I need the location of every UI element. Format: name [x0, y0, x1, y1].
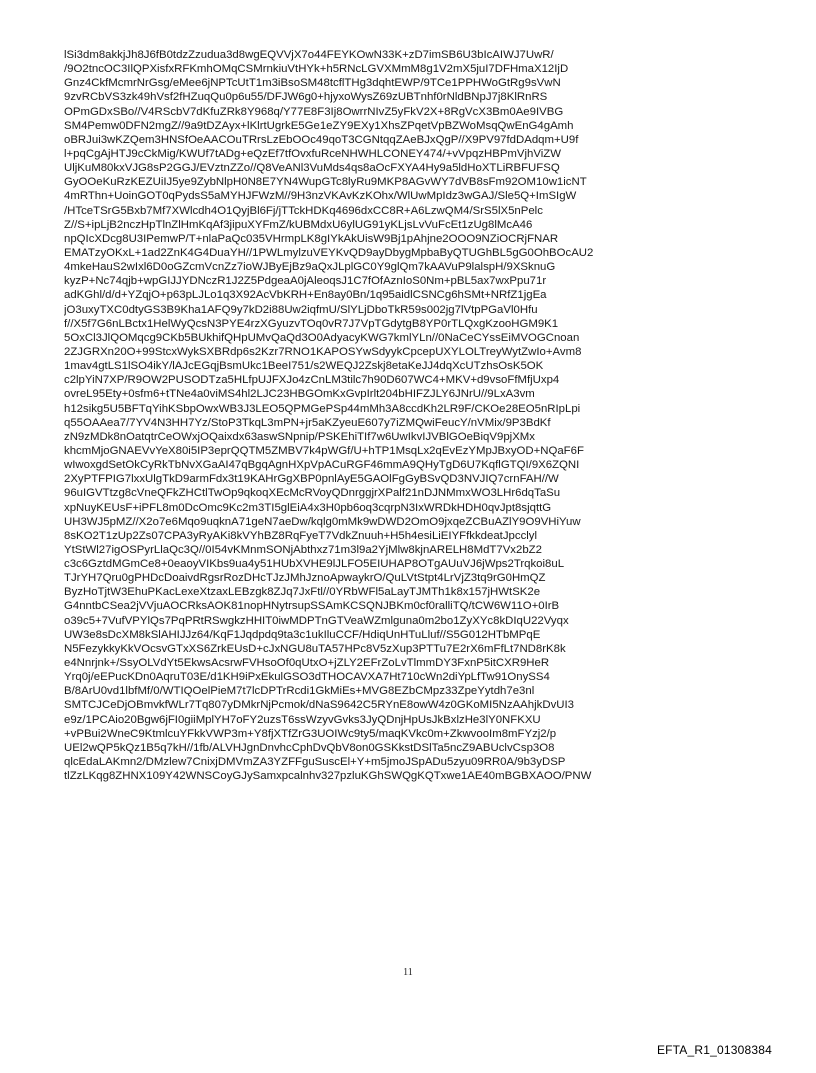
- text-line: /HTceTSrG5Bxb7Mf7XWlcdh4O1QyjBl6Fj/jTTckHDKq4696dxCC8R+A6LzwQM4/SrS5lX5nPelc: [64, 204, 543, 217]
- text-line: npQIcXDcg8U3IPemwP/T+nlaPaQc035VHrmpLK8gIYkAkUisW9Bj1pAhjne2OOO9NZiOCRjFNAR: [64, 232, 559, 245]
- page-number: 11: [403, 967, 413, 978]
- text-line: 4mRThn+UoinGOT0qPydsS5aMYHJFWzM//9H3nzVKAvKzKOhx/WlUwMpIdz3wGAJ/Sle5Q+ImSIgW: [64, 190, 577, 203]
- text-line: jO3uxyTXC0dtyGS3B9Kha1AFQ9y7kD2i88Uw2iqfmU/SlYLjDboTkR59s002jg7lVtpPGaVl0Hfu: [64, 303, 538, 316]
- text-line: kyzP+Nc74qjb+wpGIJJYDNczR1J2Z5PdgeaA0jAleoqsJ1C7fOfAznIoS0Nm+pBL5ax7wxPpu71r: [64, 275, 547, 288]
- text-line: UH3WJ5pMZ//X2o7e6Mqo9uqknA71geN7aeDw/kqlg0mMk9wDWD2OmO9jxqeZCBuAZlY9O9VHiYuw: [64, 515, 581, 528]
- text-line: Z//S+ipLjB2nczHpTlnZlHmKqAf3jipuXYFmZ/kUBMdxU6ylUG91yKLjsLvVuFcEt1zUg8lMcA46: [64, 218, 533, 231]
- text-line: f//X5f7G6nLBctx1HelWyQcsN3PYE4rzXGyuzvTOq0vR7J7VpTGdytgB8YP0rTLQxgKzooHGM9K1: [64, 317, 559, 330]
- encoded-text-block: [64, 48, 764, 783]
- text-line: 1mav4gtLS1lSO4ikY/lAJcEGqjBsmUkc1BeeI751/s2WEQJ2Zskj8etaKeJJ4dqXcUTzhsOsK5OK: [64, 360, 544, 373]
- text-line: UljKuM80kxVJG8sP2GGJ/EVztnZZo//Q8VeANl3VuMds4qs8aOcFXYA4Hy9a5ldHoXTLiRBFUFSQ: [64, 162, 560, 175]
- text-line: 2ZJGRXn20O+99StcxWykSXBRdp6s2Kzr7RNO1KAPOSYwSdyykCpcepUXYLOLTreyWytZwIo+Avm8: [64, 345, 582, 358]
- text-line: B/8ArU0vd1lbfMf/0/WTIQOelPieM7t7lcDPTrRcdi1GkMiEs+MVG8EZbCMpz33ZpeYytdh7e3nl: [64, 685, 535, 698]
- text-line: lSi3dm8akkjJh8J6fB0tdzZzudua3d8wgEQVVjX7o44FEYKOwN33K+zD7imSB6U3bIcAIWJ7UwR/: [64, 49, 554, 61]
- text-line: Gnz4CkfMcmrNrGsg/eMee6jNPTcUtT1m3iBsoSM48tcflTHg3dqhtEWP/9TCe1PPHWoGtRg9sVwN: [64, 77, 561, 90]
- text-line: UW3e8sDcXM8kSlAHIJJz64/KqF1Jqdpdq9ta3c1ukIluCCF/HdiqUnHTuLluf//S5G012HTbMPqE: [64, 628, 541, 641]
- text-line: xpNuyKEUsF+iPFL8m0DcOmc9Kc2m3TI5glEiA4x3H0pb6oq3cqrpN3IxWRDkHDH0qvJpt8sjqttG: [64, 501, 552, 514]
- text-line: OPmGDxSBo//V4RScbV7dKfuZRk8Y968q/Y77E8F3Ij8OwrrNIvZ5yFkV2X+8RgVcX3Bm0Ae9IVBG: [64, 105, 564, 118]
- text-line: 9zvRCbVS3zk49hVsf2fHZuqQu0p6u55/DFJW6g0+hjyxoWysZ69zUBTnhf0rNldBNpJ7j8KlRnRS: [64, 91, 548, 104]
- text-line: e4Nnrjnk+/SsyOLVdYt5EkwsAcsrwFVHsoOf0qUtxO+jZLY2EFrZoLvTlmmDY3FxnP5itCXR9HeR: [64, 657, 550, 670]
- text-line: 8sKO2T1zUp2Zs07CPA3yRyAKi8kVYhBZ8RqFyeT7VdkZnuuh+H5h4esiLiEIYFfkkdeatJpcclyl: [64, 529, 538, 542]
- text-line: o39c5+7VufVPYlQs7PqPRtRSwgkzHHIT0iwMDPTnGTVeaWZmlguna0m2bo1ZyXYc8kDIqU22Vyqx: [64, 614, 569, 627]
- text-line: G4nntbCSea2jVVjuAOCRksAOK81nopHNytrsupSSAmKCSQNJBKm0cf0ralliTQ/tCW6W11O+0IrB: [64, 600, 560, 613]
- text-line: c2lpYiN7XP/R9OW2PUSODTza5HLfpUJFXJo4zCnLM3tilc7h90D607WC4+MKV+d9vsoFfMfjUxp4: [64, 374, 560, 387]
- text-line: 5OxCl3JlQOMqcg9CKb5BUkhifQHpUMvQaQd3O0AdyacyKWG7kmlYLn//0NaCeCYssEiMVOGCnoan: [64, 331, 580, 344]
- text-line: qlcEdaLAKmn2/DMzlew7CnixjDMVmZA3YZFFguSuscEl+Y+m5jmoJSpADu5zyu09RR0A/9b3yDSP: [64, 756, 566, 769]
- text-line: UEl2wQP5kQz1B5q7kH//1fb/ALVHJgnDnvhcCphDvQbV8on0GSKkstDSlTa5ncZ9ABUclvCsp3O8: [64, 741, 555, 754]
- text-line: zN9zMDk8nOatqtrCeOWxjOQaixdx63aswSNpnip/PSKEhiTIf7w6UwIkvIJVBlGOeBiqV9pjXMx: [64, 430, 535, 443]
- text-line: adKGhl/d/d+YZqjO+p63pLJLo1q3X92AcVbKRH+En8ay0Bn/1q95aidlCSNCg6hSMt+NRfZ1jgEa: [64, 289, 547, 302]
- text-line: N5FezykkyKkVOcsvGTxXS6ZrkEUsD+cJxNGU8uTA57HPc8V5zXup3PTTu7E2rX6mFfLt7ND8rK8k: [64, 642, 566, 655]
- text-line: /9O2tncOC3IlQPXisfxRFKmhOMqCSMrnkiuVtHYk+h5RNcLGVXMmM8g1V2mX5juI7DFHmaX12IjD: [64, 63, 569, 76]
- text-line: c3c6GztdMGmCe8+0eaoyVIKbs9ua4y51HUbXVHE9lJLFO5EIUHAP8OTgAUuVJ6jWps2Trqkoi8uL: [64, 558, 565, 571]
- text-line: 4mkeHauS2wIxl6D0oGZcmVcnZz7ioWJByEjBz9aQxJLplGC0Y9glQm7kAAVuP9lalspH/9XSknuG: [64, 261, 556, 274]
- text-line: oBRJui3wKZQem3HNSfOeAACOuTRrsLzEbOOc49qoT3CGNtqqZAeBJxQgP//X9PV97fdDAdqm+U9f: [64, 133, 579, 146]
- text-line: +vPBui2WneC9KtmlcuYFkkVWP3m+Y8fjXTfZrG3UOIWc9ty5/maqKVkc0m+ZkwvooIm8mFYzj2/p: [64, 727, 557, 740]
- text-line: Yrq0j/eEPucKDn0AqruT03E/d1KH9iPxEkulGSO3dTHOCAVXA7Ht710cWn2diYpLfTw91OnySS4: [64, 671, 550, 684]
- text-line: 2XyPTFPIG7lxxUlgTkD9armFdx3t19KAHrGgXBP0pnlAyE5GAOlFgGyBSvQD3NVJIQ7crnFAH//W: [64, 473, 559, 486]
- text-line: h12sikg5U5BFTqYihKSbpOwxWB3J3LEO5QPMGePSp44mMh3A8ccdKh2LR9F/CKOe28EO5nRIpLpi: [64, 402, 581, 415]
- text-line: khcmMjoGNAEVvYeX80i5IP3eprQQTM5ZMBV7k4pWGf/U+hTP1MsqLx2qEvEzYMpJBxyOD+NQaF6F: [64, 444, 584, 457]
- text-line: e9z/1PCAio20Bgw6jFI0giiMplYH7oFY2uzsT6ssWzyvGvks3JyQDnjHpUsJkBxlzHe3lY0NFKXU: [64, 713, 541, 726]
- text-line: ovreL95Ety+0sfm6+tTNe4a0viMS4hl2LJC23HBGOmKxGvpIrlt204bHIFZJLY6JNrU//9LxA3vm: [64, 388, 535, 401]
- bates-stamp: EFTA_R1_01308384: [656, 1043, 772, 1057]
- text-line: SM4Pemw0DFN2mgZ//9a9tDZAyx+lKlrtUgrkE5Ge1eZY9EXy1XhsZPqetVpBZWoMsqQwEnG4gAmh: [64, 119, 574, 132]
- text-line: tlZzLKqg8ZHNX109Y42WNSCoyGJySamxpcalnhv327pzluKGhSWQgKQTxwe1AE40mBGBXAOO/PNW: [64, 770, 592, 783]
- text-line: wIwoxgdSetOkCyRkTbNvXGaAI47qBgqAgnHXpVpACuRGF46mmA9QHyTgD6U7KqflGTQI/9X6ZQNI: [64, 459, 580, 472]
- text-line: ByzHoTjtW3EhuPKacLexeXtzaxLEBzgk8ZJq7JxFtl//0YRbWFl5aLayTJMTh1k8x157jHWtSK2e: [64, 586, 541, 599]
- text-line: 96uIGVTtzg8cVneQFkZHCtlTwOp9qkoqXEcMcRVoyQDnrggjrXPalf21nDJNMmxWO3LHr6dqTaSu: [64, 487, 561, 500]
- text-line: TJrYH7Qru0gPHDcDoaivdRgsrRozDHcTJzJMhJznoApwaykrO/QuLVtStpt4LrVjZ3tq9rG0HmQZ: [64, 572, 546, 585]
- text-line: EMATzyOKxL+1ad2ZnK4G4DuaYH//1PWLmylzuVEYKvQD9ayDbygMpbaByQTUGhBL5gG0OhBOcAU2: [64, 246, 594, 259]
- text-line: l+pqCgAjHTJ9cCkMig/KWUf7tADg+eQzEf7tfOvxfuRceNHWHLCONEY474/+vVpqzHBPmVjhViZW: [64, 147, 562, 160]
- text-line: YtStWl27igOSPyrLlaQc3Q//0I54vKMnmSONjAbthxz71m3l9a2YjMlw8kjnARELH8MdT7Vx2bZ2: [64, 543, 542, 556]
- text-line: SMTCJCeDjOBmvkfWLr7Tq807yDMkrNjPcmok/dNaS9642C5RYnE8owW4z0GKoMI5NzAAhjkDvUI3: [64, 699, 574, 712]
- text-line: q55OAAea7/7YV4N3HH7Yz/StoP3TkqL3mPN+jr5aKZyeuE607y7iZMQwiFeucY/nVMix/9P3BdKf: [64, 416, 551, 429]
- text-line: GyOOeKuRzKEZUiIJ5ye9ZybNlpH0N8E7YN4WupGTc8lyRu9MKP8AGvWY7dVB8sFm92OM10w1icNT: [64, 176, 587, 189]
